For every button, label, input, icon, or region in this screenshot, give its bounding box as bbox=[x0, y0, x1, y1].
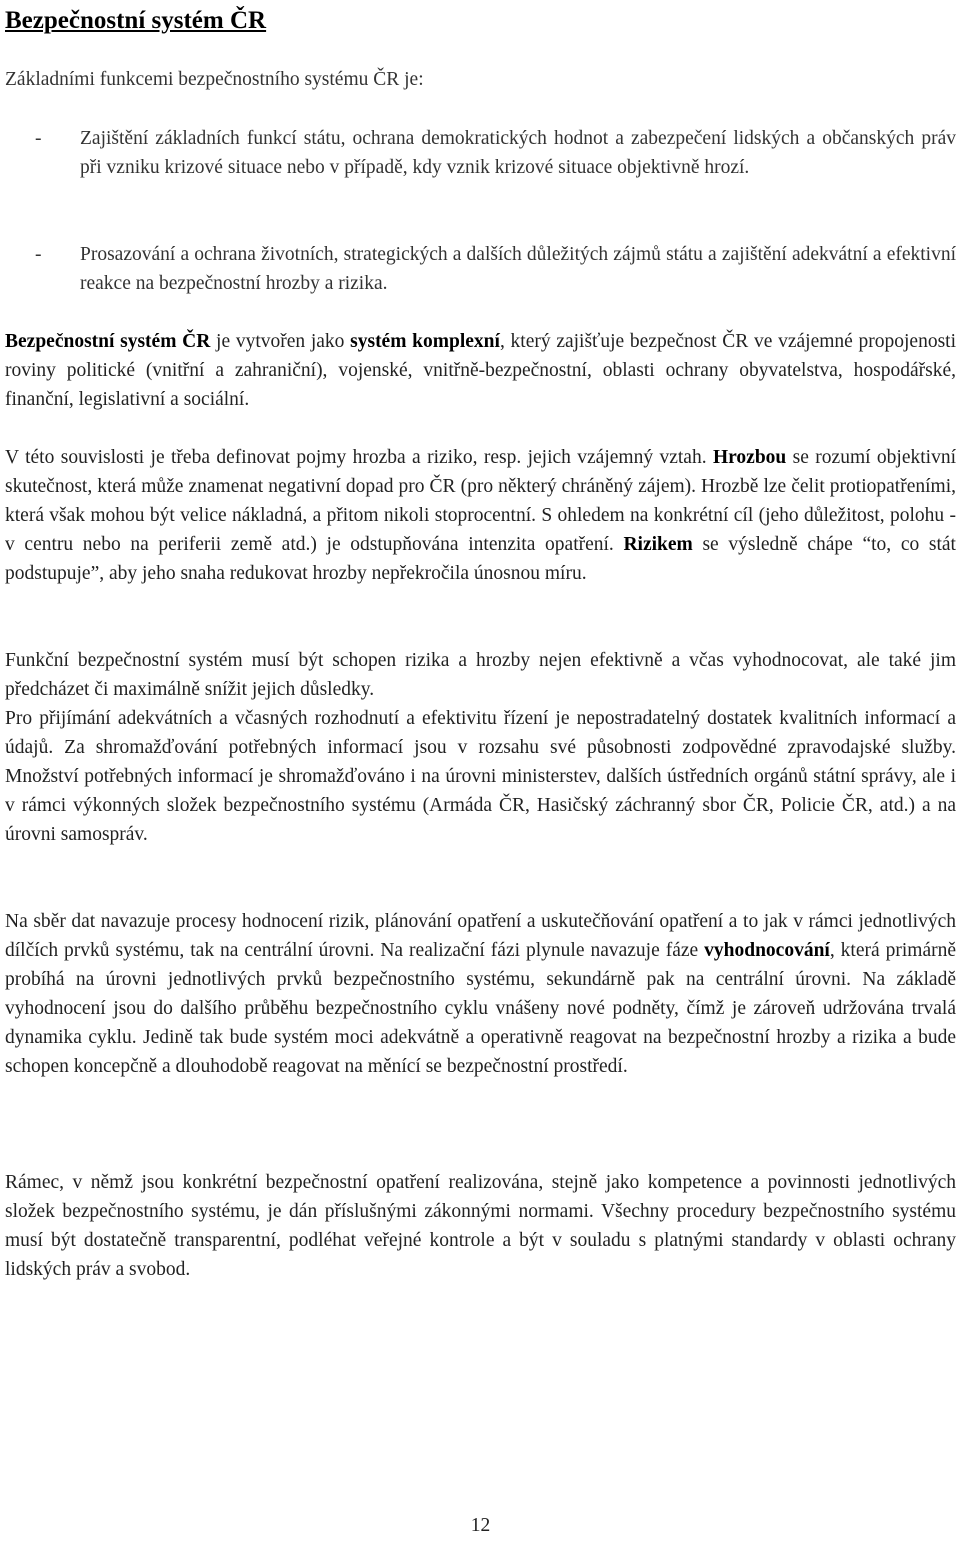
bullet-dash: - bbox=[35, 244, 42, 265]
bold-term: Hrozbou bbox=[712, 447, 787, 468]
paragraph-threat-risk: V této souvislosti je třeba definovat pojmy hrozba a riziko, resp. jejich vzájemný vztah. Hrozbou se rozumí objektivní skutečnost, která může znamenat negativní dopad pro ČR (pro některý chráněný zájem). Hrozbě lze čelit protiopatřeními, která však mohou být velice nákladná, a přitom nikoli stoprocentní. S ohledem na konkrétní cíl (jeho důležitost, polohu - v centru nebo na periferii země atd.) je odstupňována intenzita opatření. Rizikem se výsledně chápe “to, co stát podstupuje”, aby jeho snaha redukovat hrozby nepřekročila únosnou míru. bbox=[5, 447, 956, 584]
paragraph-evaluation: Na sběr dat navazuje procesy hodnocení rizik, plánování opatření a uskutečňování opatření a to jak v rámci jednotlivých dílčích prvků systému, tak na centrální úrovni. Na realizační fázi plynule navazuje fáze vyhodnocování, která primárně probíhá na úrovni jednotlivých prvků bezpečnostního systému, sekundárně pak na centrální úrovni. Na základě vyhodnocení jsou do dalšího průběhu bezpečnostního cyklu vnášeny nové podněty, čímž je zároveň udržována trvalá dynamika cyklu. Jedině tak bude systém moci adekvátně a operativně reagovat na bezpečnostní hrozby a rizika a bude schopen koncepčně a dlouhodobě reagovat na měnící se bezpečnostní prostředí. bbox=[5, 911, 956, 1077]
bold-term: Bezpečnostní systém ČR bbox=[5, 331, 211, 352]
bullet-dash: - bbox=[35, 128, 42, 149]
paragraph-system-definition: Bezpečnostní systém ČR je vytvořen jako systém komplexní, který zajišťuje bezpečnost ČR ve vzájemné propojenosti roviny politické (vnitřní a zahraniční), vojenské, vnitřně-bezpečnostní, oblasti ochrany obyvatelstva, hospodářské, finanční, legislativní a sociální. bbox=[5, 331, 956, 410]
page-number: 12 bbox=[470, 1515, 491, 1536]
bold-term: vyhodnocování bbox=[704, 940, 830, 961]
paragraph-functional-system: Funkční bezpečnostní systém musí být schopen rizika a hrozby nejen efektivně a včas vyhodnocovat, ale také jim předcházet či maximálně snížit jejich důsledky. bbox=[5, 650, 956, 700]
paragraph-information: Pro přijímání adekvátních a včasných rozhodnutí a efektivitu řízení je nepostradatelný dostatek kvalitních informací a údajů. Za shromažďování potřebných informací jsou v rozsahu své působnosti zodpovědné zpravodajské služby. Množství potřebných informací je shromažďováno i na úrovni ministerstev, dalších ústředních orgánů státní správy, ale i v rámci výkonných složek bezpečnostního systému (Armáda ČR, Hasičský záchranný sbor ČR, Policie ČR, atd.) a na úrovni samospráv. bbox=[5, 708, 956, 845]
bold-term: systém komplexní bbox=[350, 331, 500, 352]
list-item bbox=[5, 240, 956, 298]
list-item-text: Zajištění základních funkcí státu, ochrana demokratických hodnot a zabezpečení lidských a občanských práv při vzniku krizové situace nebo v případě, kdy vznik krizové situace objektivně hrozí. bbox=[80, 128, 956, 178]
page-title: Bezpečnostní systém ČR bbox=[5, 7, 267, 34]
list-item bbox=[5, 124, 956, 182]
bold-term: Rizikem bbox=[623, 534, 693, 555]
list-item-text: Prosazování a ochrana životních, strategických a dalších důležitých zájmů státu a zajištění adekvátní a efektivní reakce na bezpečnostní hrozby a rizika. bbox=[80, 244, 956, 294]
intro-text: Základními funkcemi bezpečnostního systému ČR je: bbox=[5, 69, 424, 90]
paragraph-legal-framework: Rámec, v němž jsou konkrétní bezpečnostní opatření realizována, stejně jako kompetence a povinnosti jednotlivých složek bezpečnostního systému, je dán příslušnými zákonnými normami. Všechny procedury bezpečnostního systému musí být dostatečně transparentní, podléhat veřejné kontrole a být v souladu s platnými standardy v oblasti ochrany lidských práv a svobod. bbox=[5, 1172, 956, 1280]
